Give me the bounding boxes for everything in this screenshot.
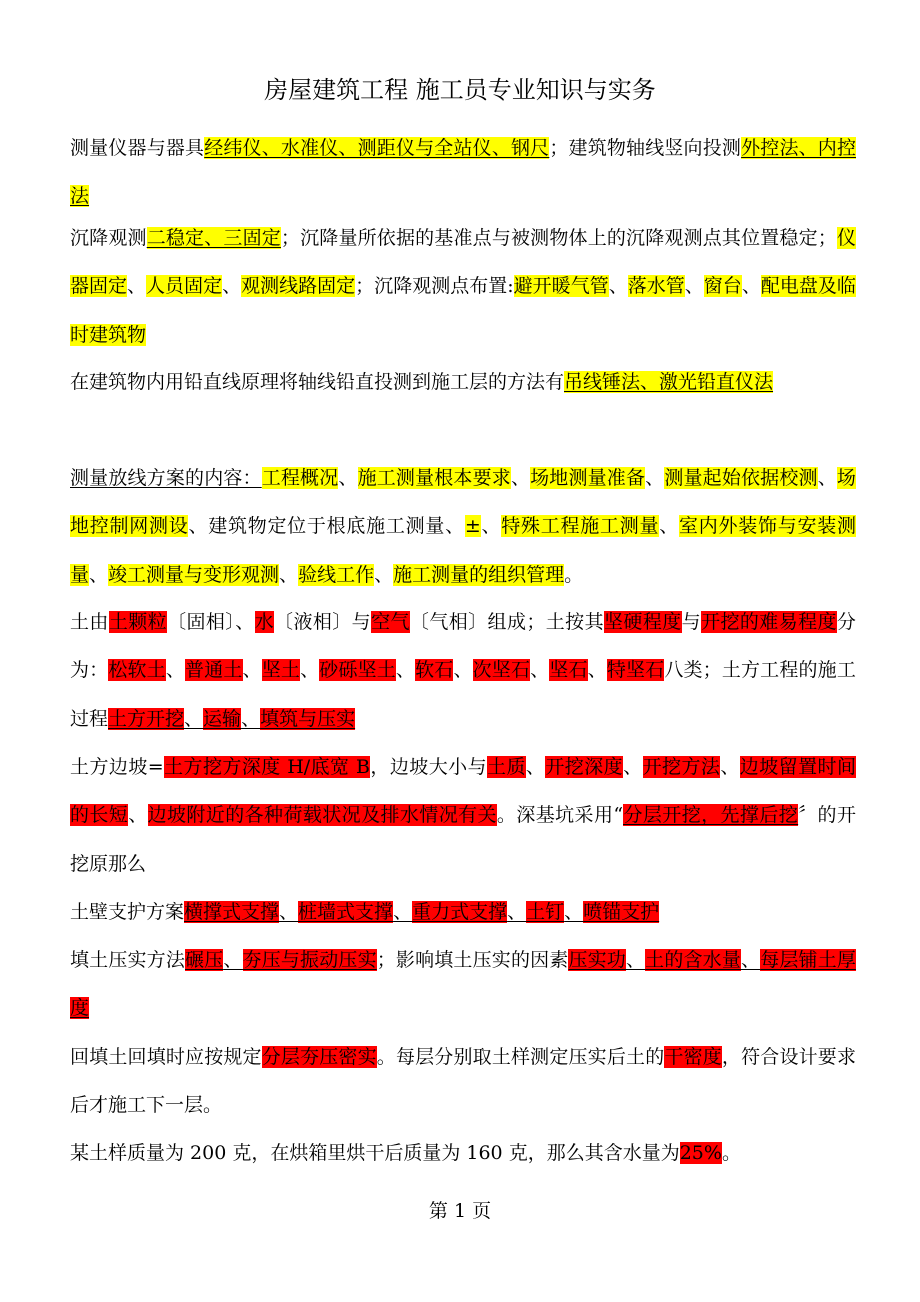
yellow-highlight: 仪器固定 bbox=[70, 227, 856, 298]
text: 、 bbox=[659, 515, 679, 538]
paragraph-surveying-instruments bbox=[70, 124, 856, 221]
red-highlight: 土质 bbox=[487, 756, 526, 778]
page-number: 第 1 页 bbox=[428, 1200, 492, 1222]
yellow-highlight: 窗台 bbox=[703, 275, 742, 298]
text: 、 bbox=[741, 949, 761, 971]
text: ，符合设计要求后才施工下一层。 bbox=[70, 1046, 856, 1117]
text: 、 bbox=[645, 467, 665, 489]
text: ；影响填土压实的因素 bbox=[376, 949, 569, 971]
text: 、 bbox=[127, 275, 147, 298]
paragraph-moisture-content bbox=[70, 1129, 856, 1177]
text: 、 bbox=[817, 467, 837, 489]
text: 沉降观测 bbox=[70, 227, 147, 249]
paragraph-soil-composition bbox=[70, 598, 856, 743]
red-highlight: 坚硬程度 bbox=[604, 611, 682, 633]
text: 、 bbox=[564, 901, 584, 923]
red-highlight: 填筑与压实 bbox=[260, 707, 356, 730]
red-highlight: 桩墙式支撑 bbox=[298, 901, 394, 923]
text: 、 bbox=[128, 804, 148, 827]
yellow-highlight: 竣工测量与变形观测 bbox=[108, 563, 280, 586]
yellow-highlight: 特殊工程施工测量 bbox=[501, 515, 660, 538]
text: 测量放线方案的内容： bbox=[70, 467, 262, 489]
yellow-highlight: 施工测量根本要求 bbox=[357, 467, 511, 489]
text: 、 bbox=[684, 275, 704, 298]
yellow-highlight: 室内外装饰与安装测量 bbox=[70, 515, 856, 586]
red-highlight: 砂砾坚土 bbox=[319, 659, 396, 682]
yellow-highlight: ± bbox=[464, 515, 481, 538]
text: 、 bbox=[242, 659, 262, 682]
text: 、 bbox=[374, 563, 394, 586]
red-highlight: 水 bbox=[254, 611, 275, 633]
text: 、 bbox=[223, 949, 243, 971]
text: 、 bbox=[608, 275, 628, 298]
text: 、 bbox=[279, 563, 299, 586]
text: 、 bbox=[623, 756, 643, 778]
text: 。每层分别取土样测定压实后土的 bbox=[376, 1046, 665, 1068]
text: 八类；土方工程的施工过程 bbox=[70, 659, 856, 730]
text: 。 bbox=[564, 563, 584, 586]
text: 、 bbox=[720, 756, 740, 778]
text: 、 bbox=[395, 659, 416, 682]
text: 〔液相〕与 bbox=[274, 611, 372, 633]
text: 、 bbox=[480, 515, 502, 538]
text: 、 bbox=[279, 901, 299, 923]
yellow-highlight: 避开暖气管 bbox=[513, 275, 609, 298]
text: 。深基坑采用“ bbox=[496, 804, 624, 827]
red-highlight: 开挖方法 bbox=[642, 756, 721, 778]
paragraph-fill-compaction bbox=[70, 936, 856, 1033]
yellow-highlight: 场地控制网测设 bbox=[70, 467, 856, 538]
red-highlight: 开挖深度 bbox=[545, 756, 624, 778]
text: 、 bbox=[453, 659, 473, 682]
red-highlight: 碾压 bbox=[185, 949, 224, 971]
text: 、 bbox=[507, 901, 527, 923]
red-highlight: 空气 bbox=[371, 611, 410, 633]
paragraph-backfill bbox=[70, 1033, 856, 1130]
red-highlight: 土颗粒 bbox=[108, 611, 168, 633]
text: 。 bbox=[721, 1142, 741, 1164]
red-highlight: 喷锚支护 bbox=[583, 901, 660, 923]
red-highlight: 特坚石 bbox=[606, 659, 665, 682]
paragraph-settlement-observation bbox=[70, 214, 856, 359]
yellow-highlight: 工程概况 bbox=[261, 467, 339, 489]
text: 〞的开挖原那么 bbox=[70, 804, 856, 875]
red-highlight: 边坡留置时间的长短 bbox=[70, 756, 856, 827]
red-highlight: 土方开挖 bbox=[108, 707, 185, 730]
text: ，边坡大小与 bbox=[369, 756, 488, 778]
text: 土方边坡= bbox=[70, 756, 164, 778]
text: 某土样质量为 200 克，在烘箱里烘干后质量为 160 克，那么其含水量为 bbox=[70, 1142, 680, 1164]
text: 测量仪器与器具 bbox=[70, 137, 205, 159]
text: ；沉降观测点布置: bbox=[355, 275, 514, 298]
red-highlight: 开挖的难易程度 bbox=[701, 611, 837, 633]
yellow-highlight: 人员固定 bbox=[146, 275, 223, 298]
paragraph-plumb-projection bbox=[70, 358, 856, 406]
text: 分为： bbox=[70, 611, 856, 682]
page-title: 房屋建筑工程 施工员专业知识与实务 bbox=[264, 76, 656, 104]
yellow-highlight: 场地测量准备 bbox=[530, 467, 646, 489]
text: 、 bbox=[89, 563, 109, 586]
text: 、 bbox=[741, 275, 761, 298]
red-highlight: 夯压与振动压实 bbox=[242, 949, 377, 971]
text: 土壁支护方案 bbox=[70, 901, 185, 923]
paragraph-earth-slope bbox=[70, 743, 856, 888]
red-highlight: 分层开挖，先撑后挖 bbox=[623, 804, 799, 827]
paragraph-support-scheme bbox=[70, 888, 856, 936]
red-highlight: 坚土 bbox=[261, 659, 301, 682]
red-highlight: 运输 bbox=[203, 707, 242, 730]
text: 〔气相〕组成；土按其 bbox=[409, 611, 604, 633]
yellow-highlight: 落水管 bbox=[627, 275, 685, 298]
red-highlight: 软石 bbox=[415, 659, 454, 682]
text: 、 bbox=[222, 275, 242, 298]
red-highlight: 松软土 bbox=[108, 659, 166, 682]
red-highlight: 边坡附近的各种荷载状况及排水情况有关 bbox=[147, 804, 497, 827]
text: 、 bbox=[510, 467, 531, 489]
text: 〔固相〕、 bbox=[167, 611, 255, 633]
yellow-highlight: 观测线路固定 bbox=[241, 275, 356, 298]
yellow-highlight: 配电盘及临时建筑物 bbox=[70, 275, 856, 346]
red-highlight: 压实功 bbox=[568, 949, 626, 971]
yellow-highlight: 验线工作 bbox=[298, 563, 375, 586]
text: 、 bbox=[165, 659, 186, 682]
text: 、建筑物定位于根底施工测量、 bbox=[188, 515, 465, 538]
red-highlight: 25% bbox=[679, 1142, 722, 1164]
red-highlight: 横撑式支撑 bbox=[184, 901, 280, 923]
text: 在建筑物内用铅直线原理将轴线铅直投测到施工层的方法有 bbox=[70, 371, 565, 393]
red-highlight: 分层夯压密实 bbox=[261, 1046, 377, 1068]
text: 、 bbox=[300, 659, 320, 682]
red-highlight: 坚石 bbox=[549, 659, 588, 682]
text: ；沉降量所依据的基准点与被测物体上的沉降观测点其位置稳定； bbox=[280, 227, 837, 249]
text: 、 bbox=[587, 659, 607, 682]
yellow-highlight: 吊线锤法、激光铅直仪法 bbox=[564, 371, 774, 393]
text: 、 bbox=[338, 467, 358, 489]
paragraph-layout-plan bbox=[70, 454, 856, 599]
text: 、 bbox=[241, 707, 261, 730]
red-highlight: 次坚石 bbox=[472, 659, 531, 682]
red-highlight: 土方挖方深度 H/底宽 B bbox=[163, 756, 370, 778]
yellow-highlight: 施工测量的组织管理 bbox=[393, 563, 565, 586]
text: 与 bbox=[681, 611, 702, 633]
text: 、 bbox=[393, 901, 413, 923]
text: 土由 bbox=[70, 611, 109, 633]
red-highlight: 普通土 bbox=[185, 659, 243, 682]
text: 、 bbox=[184, 707, 204, 730]
yellow-highlight: 经纬仪、水准仪、测距仪与全站仪、钢尺 bbox=[204, 137, 550, 159]
yellow-highlight: 外控法、内控法 bbox=[70, 137, 856, 208]
red-highlight: 每层铺土厚度 bbox=[70, 949, 856, 1020]
red-highlight: 土钉 bbox=[526, 901, 565, 923]
red-highlight: 重力式支撑 bbox=[412, 901, 508, 923]
text: 回填土回填时应按规定 bbox=[70, 1046, 262, 1068]
text: 、 bbox=[625, 949, 646, 971]
text: ；建筑物轴线竖向投测 bbox=[549, 137, 742, 159]
text: 填土压实方法 bbox=[70, 949, 186, 971]
text: 、 bbox=[525, 756, 546, 778]
text: 、 bbox=[530, 659, 550, 682]
yellow-highlight: 二稳定、三固定 bbox=[146, 227, 281, 249]
red-highlight: 干密度 bbox=[664, 1046, 722, 1068]
yellow-highlight: 测量起始依据校测 bbox=[664, 467, 818, 489]
red-highlight: 土的含水量 bbox=[645, 949, 742, 971]
